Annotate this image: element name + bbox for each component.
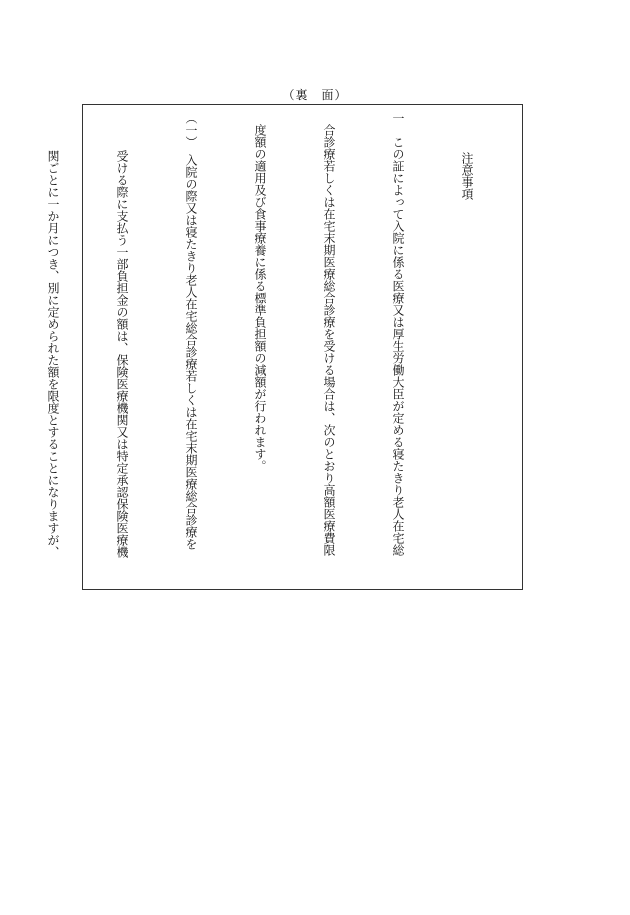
page-side-label: （裏 面） <box>282 88 348 102</box>
notes-line: 関ごとに一か月につき、別に定められた額を限度とすることになりますが、 <box>46 150 60 558</box>
notes-body <box>0 112 524 582</box>
notes-line: 一 この証によって入院に係る医療又は厚生労働大臣が定める寝たきり老人在宅総 <box>391 112 405 556</box>
notes-line: 合診療若しくは在宅末期医療総合診療を受ける場合は、次のとおり高額医療費限 <box>322 124 336 556</box>
notes-line: 受ける際に支払う一部負担金の額は、保険医療機関又は特定承認保険医療機 <box>115 150 129 558</box>
notes-line: 度額の適用及び食事療養に係る標準負担額の減額が行われます。 <box>253 124 267 472</box>
notes-heading: 注意事項 <box>460 152 474 200</box>
notes-line: （一） 入院の際又は寝たきり老人在宅総合診療若しくは在宅末期医療総合診療を <box>184 112 198 550</box>
